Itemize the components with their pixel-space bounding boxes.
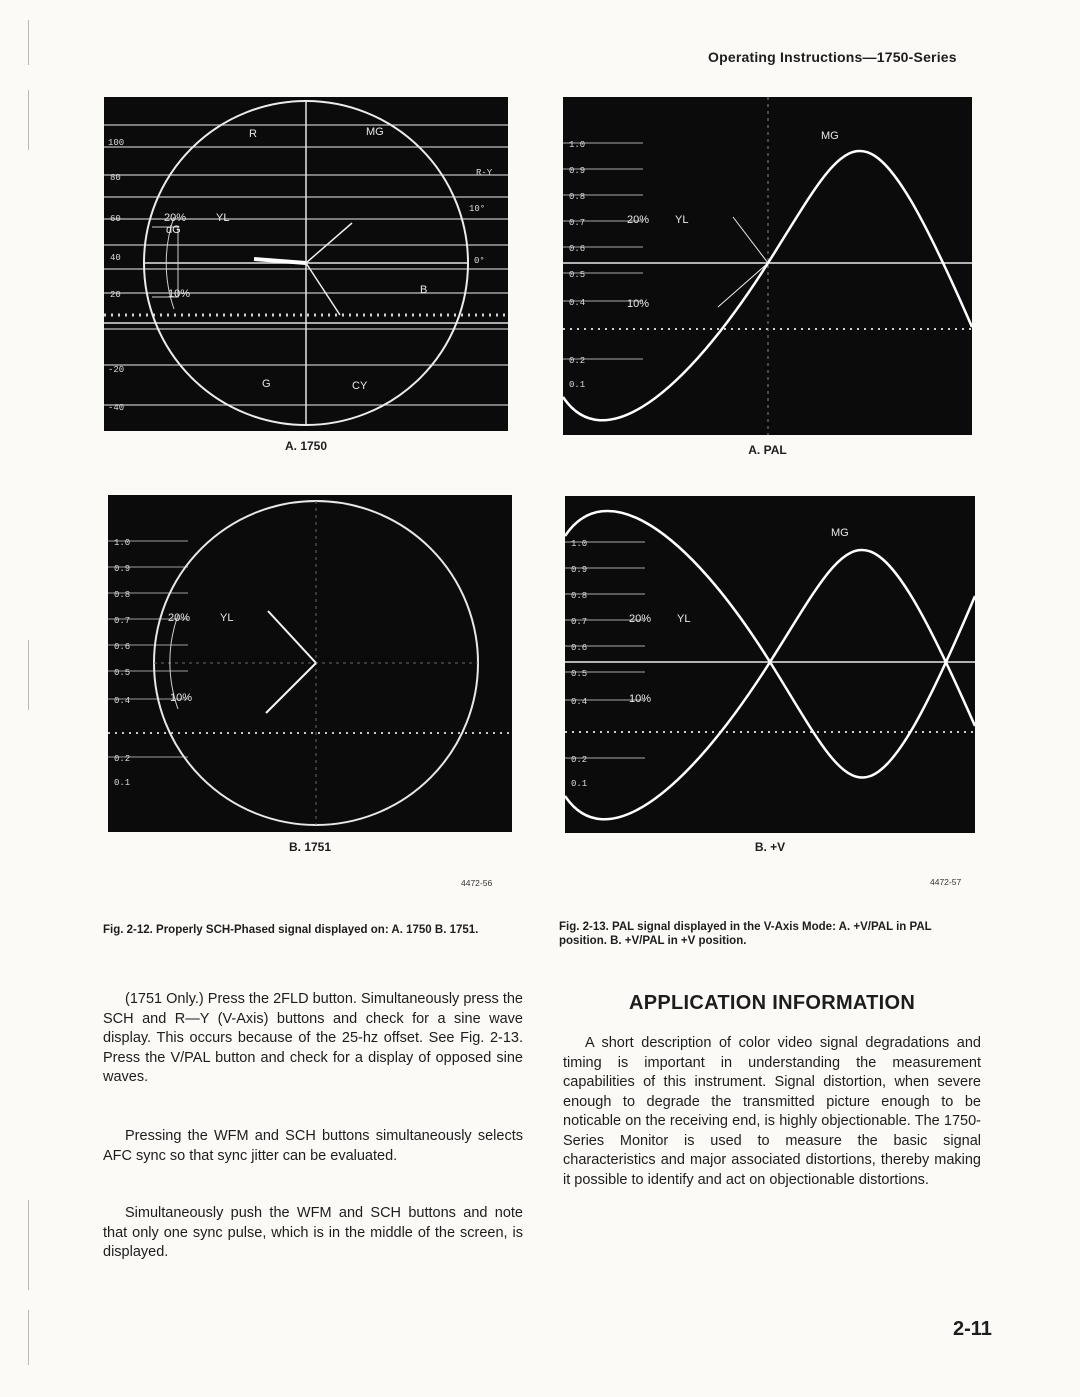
tick-labels-pal xyxy=(569,140,585,390)
tick-label: 0.2 xyxy=(114,754,131,764)
tick-label: 0.2 xyxy=(569,356,586,366)
figure-caption-b-plus-v: B. +V xyxy=(754,840,786,854)
r-y-label: R-Y xyxy=(476,168,493,178)
tick-label: 1.0 xyxy=(571,539,588,549)
deg10-label: 10° xyxy=(469,204,486,214)
dg-label: dG xyxy=(166,224,181,236)
fig-2-12-caption: Fig. 2-12. Properly SCH-Phased signal displayed on: A. 1750 B. 1751. xyxy=(103,924,479,936)
tick-label: 40 xyxy=(110,253,121,263)
target-label-yl: YL xyxy=(675,214,689,226)
figure-number-left: 4472-56 xyxy=(461,878,493,888)
target-label-yl: YL xyxy=(220,612,234,624)
pct10-label: 10% xyxy=(170,692,193,704)
running-header: Operating Instructions—1750-Series xyxy=(708,49,957,65)
fig-2-13-caption: Fig. 2-13. PAL signal displayed in the V-Axis Mode: A. +V/PAL in PAL position. B. +V/PAL in +V position. xyxy=(559,921,932,947)
margin-mark xyxy=(28,90,29,150)
tick-label: 0.6 xyxy=(114,642,131,652)
figure-caption-a-1750: A. 1750 xyxy=(284,439,328,453)
scope-photo-a-pal xyxy=(563,97,972,435)
paragraph-application-info: A short description of color video signal degradations and timing is important in understanding the measurement capabilities of this instrument. Signal distortion, when severe enough to degrade the transmitted picture enough to be noticable on the receiving end, is highly objectionable. The 1750-Series Monitor is used to measure the basic signal characteristics and major associated distortions, thereby making it possible to identify and act on objectionable distortions. xyxy=(563,1035,981,1188)
tick-label: 0.2 xyxy=(571,755,588,765)
tick-label: 80 xyxy=(110,173,121,183)
tick-label: -40 xyxy=(108,403,125,413)
tick-labels-a xyxy=(108,138,124,413)
tick-label: 100 xyxy=(108,138,125,148)
margin-mark xyxy=(28,1200,29,1290)
paragraph-2fld: (1751 Only.) Press the 2FLD button. Simultaneously press the SCH and R—Y (V-Axis) buttons and check for a sine wave display. This occurs because of the 25-hz offset. See Fig. 2-13. Press the V/PAL button and check for a display of opposed sine waves. xyxy=(103,991,523,1085)
pct10-label: 10% xyxy=(168,288,191,300)
target-label-mg: MG xyxy=(821,130,839,142)
margin-mark xyxy=(28,20,29,65)
margin-mark xyxy=(28,640,29,710)
pct10-label: 10% xyxy=(629,693,652,705)
pct20-label: 20% xyxy=(627,214,650,226)
page-number: 2-11 xyxy=(953,1318,992,1340)
pct20-label: 20% xyxy=(629,613,652,625)
tick-label: 0.6 xyxy=(569,244,586,254)
figure-caption-b-1751: B. 1751 xyxy=(288,840,332,854)
tick-label: 0.9 xyxy=(114,564,131,574)
tick-label: 0.1 xyxy=(114,778,131,788)
tick-label: 0.8 xyxy=(569,192,586,202)
tick-label: 0.9 xyxy=(569,166,586,176)
tick-label: 0.4 xyxy=(114,696,131,706)
target-label-yl: YL xyxy=(216,212,230,224)
tick-label: 1.0 xyxy=(114,538,131,548)
deg0-label: 0° xyxy=(474,256,485,266)
pct10-label: 10% xyxy=(627,298,650,310)
scope-photo-b-plus-v xyxy=(565,496,975,833)
tick-label: 0.9 xyxy=(571,565,588,575)
target-label-r: R xyxy=(249,128,257,140)
tick-label: 0.7 xyxy=(569,218,586,228)
pct20-label: 20% xyxy=(168,612,191,624)
tick-label: -20 xyxy=(108,365,125,375)
figure-caption-a-pal: A. PAL xyxy=(748,443,787,457)
tick-labels-1751 xyxy=(114,538,130,788)
tick-label: 0.7 xyxy=(114,616,131,626)
paragraph-sync-pulse: Simultaneously push the WFM and SCH buttons and note that only one sync pulse, which is in the middle of the screen, is displayed. xyxy=(103,1205,523,1260)
paragraph-afc-sync: Pressing the WFM and SCH buttons simultaneously selects AFC sync so that sync jitter can be evaluated. xyxy=(103,1128,523,1164)
tick-label: 0.8 xyxy=(114,590,131,600)
vectorscope-photo-1751 xyxy=(108,495,512,832)
margin-mark xyxy=(28,1310,29,1365)
target-label-mg: MG xyxy=(831,527,849,539)
vectorscope-photo-1750 xyxy=(104,97,508,431)
tick-label: 1.0 xyxy=(569,140,586,150)
target-label-g: G xyxy=(262,378,271,390)
tick-label: 0.4 xyxy=(571,697,588,707)
target-label-b: B xyxy=(420,284,428,296)
tick-labels-plus-v xyxy=(571,539,587,789)
target-label-cy: CY xyxy=(352,380,368,392)
figure-number-right: 4472-57 xyxy=(930,877,962,887)
tick-label: 0.5 xyxy=(569,270,586,280)
tick-label: 0.1 xyxy=(571,779,588,789)
tick-label: 0.8 xyxy=(571,591,588,601)
tick-label: 0.4 xyxy=(569,298,586,308)
tick-label: 0.5 xyxy=(114,668,131,678)
tick-label: 60 xyxy=(110,214,121,224)
tick-label: 0.5 xyxy=(571,669,588,679)
target-label-yl: YL xyxy=(677,613,691,625)
tick-label: 0.6 xyxy=(571,643,588,653)
section-title: APPLICATION INFORMATION xyxy=(629,992,916,1014)
target-label-mg: MG xyxy=(366,126,384,138)
tick-label: 20 xyxy=(110,290,121,300)
tick-label: 0.1 xyxy=(569,380,586,390)
tick-label: 0.7 xyxy=(571,617,588,627)
pct20-label: 20% xyxy=(164,212,187,224)
